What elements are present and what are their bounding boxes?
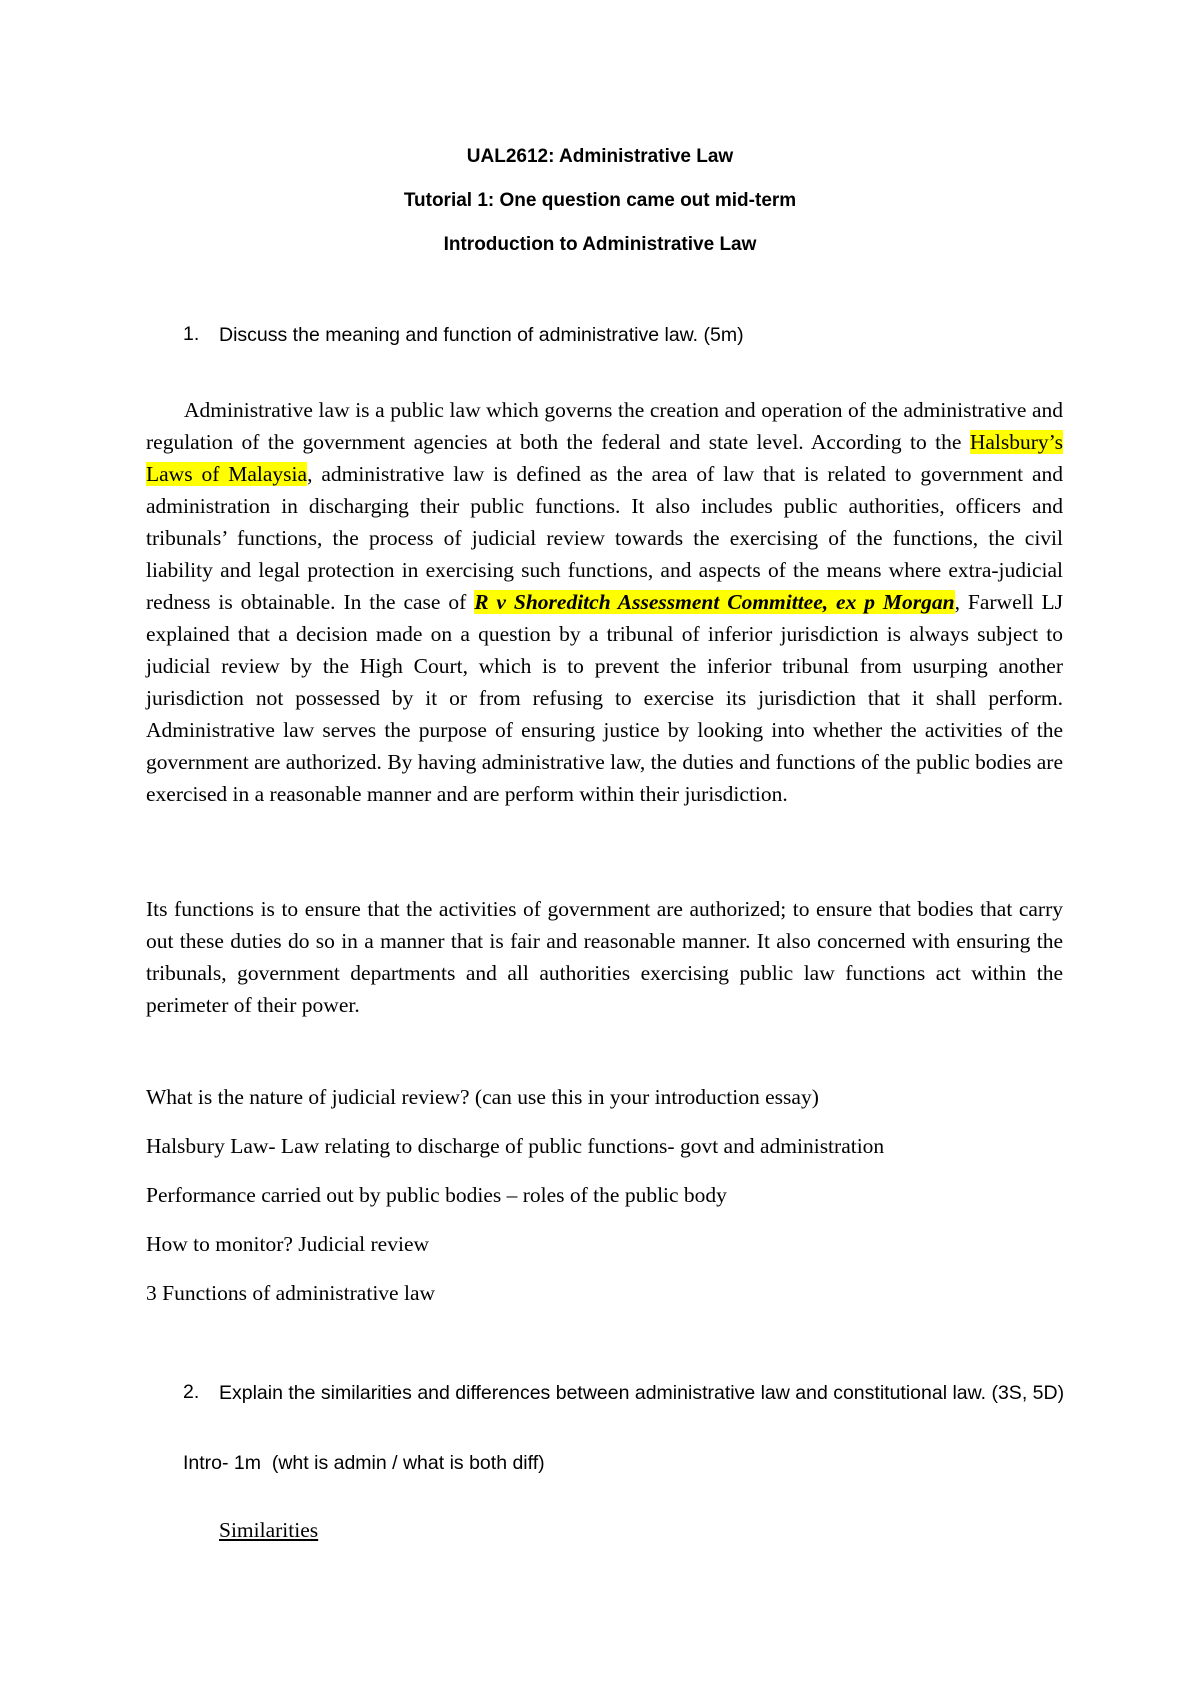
question-1-text: Discuss the meaning and function of administrative law. (5m) xyxy=(219,324,744,346)
question-1-number: 1. xyxy=(183,323,200,345)
note-halsbury-law: Halsbury Law- Law relating to discharge of public functions- govt and administration xyxy=(146,1134,885,1158)
halsbury-reference-highlight: Halsbury’s Laws of Malaysia xyxy=(146,430,1063,486)
answer-paragraph-1 xyxy=(146,394,1063,810)
answer-text-part-c: , Farwell LJ explained that a decision made on a question by a tribunal of inferior jurisdiction is always subject to judicial review by the High Court, which is to prevent the inferior tribunal from usurping another jurisdiction not possessed by it or from refusing to exercise its jurisdiction that it shall perform. Administrative law serves the purpose of ensuring justice by looking into whether the activities of the government are authorized. By having administrative law, the duties and functions of the public bodies are exercised in a reasonable manner and are perform within their jurisdiction. xyxy=(146,590,1063,806)
note-three-functions: 3 Functions of administrative law xyxy=(146,1281,436,1305)
case-citation-highlight: R v Shoreditch Assessment Committee, ex p Morgan xyxy=(474,590,955,614)
answer-text-part-a: Administrative law is a public law which governs the creation and operation of the administrative and regulation of the government agencies at both the federal and state level. According to the xyxy=(146,398,1063,454)
question-2-text: Explain the similarities and differences between administrative law and constitutional law. (3S, 5D) xyxy=(219,1382,1065,1404)
tutorial-title: Tutorial 1: One question came out mid-term xyxy=(403,190,797,211)
course-title: UAL2612: Administrative Law xyxy=(466,146,734,167)
question-2-number: 2. xyxy=(183,1381,200,1403)
note-judicial-review-nature: What is the nature of judicial review? (can use this in your introduction essay) xyxy=(146,1085,819,1109)
answer-text-part-b: , administrative law is defined as the area of law that is related to government and administration in discharging their public functions. It also includes public authorities, officers and tribunals’ functions, the process of judicial review towards the exercising of the functions, the civil liability and legal protection in exercising such functions, and aspects of the means where extra-judicial redness is obtainable. In the case of xyxy=(146,462,1063,614)
note-how-to-monitor: How to monitor? Judicial review xyxy=(146,1232,430,1256)
topic-title: Introduction to Administrative Law xyxy=(443,234,757,255)
similarities-heading: Similarities xyxy=(219,1518,319,1542)
answer-paragraph-2: Its functions is to ensure that the activities of government are authorized; to ensure that bodies that carry out these duties do so in a manner that is fair and reasonable manner. It also concerned with ensuring the tribunals, government departments and all authorities exercising public law functions act within the perimeter of their power. xyxy=(146,897,1063,1017)
note-public-bodies: Performance carried out by public bodies – roles of the public body xyxy=(146,1183,727,1207)
question-2-intro-note: Intro- 1m (wht is admin / what is both diff) xyxy=(183,1452,545,1474)
